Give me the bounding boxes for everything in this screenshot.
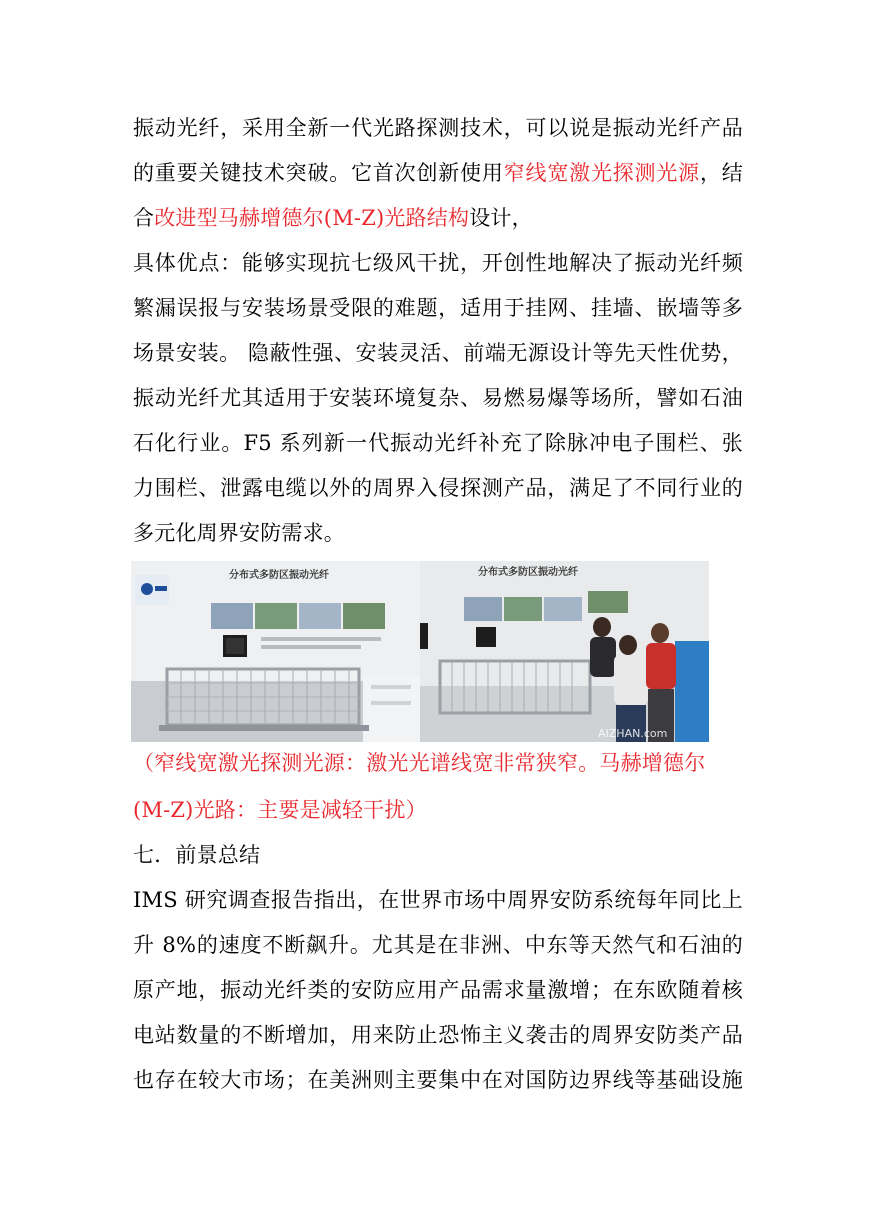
paragraph-line: 原产地，振动光纤类的安防应用产品需求量激增；在东欧随着核 xyxy=(133,978,743,1002)
paragraph-line xyxy=(133,204,743,232)
exhibition-photo-left xyxy=(131,561,420,742)
sign-text: 分布式多防区振动光纤 xyxy=(478,567,578,578)
paragraph-line: 也存在较大市场；在美洲则主要集中在对国防边界线等基础设施 xyxy=(133,1068,743,1092)
paragraph-line: IMS 研究调查报告指出，在世界市场中周界安防系统每年同比上 xyxy=(133,888,743,912)
paragraph-line: 繁漏误报与安装场景受限的难题，适用于挂网、挂墙、嵌墙等多 xyxy=(133,296,743,320)
highlight-narrow-linewidth-laser: 窄线宽激光探测光源 xyxy=(503,161,700,185)
text-span: 的重要关键技术突破。它首次创新使用 xyxy=(133,161,504,185)
paragraph-line: 振动光纤，采用全新一代光路探测技术，可以说是振动光纤产品 xyxy=(133,116,743,140)
sign-text: 分布式多防区振动光纤 xyxy=(229,570,329,581)
section-heading: 七．前景总结 xyxy=(133,843,261,867)
exhibition-photos xyxy=(131,561,709,742)
text-span: ，结 xyxy=(699,161,743,185)
paragraph-line: 升 8%的速度不断飙升。尤其是在非洲、中东等天然气和石油的 xyxy=(133,933,743,957)
photo-caption: (M-Z)光路：主要是减轻干扰） xyxy=(133,798,427,822)
paragraph-line: 具体优点：能够实现抗七级风干扰，开创性地解决了振动光纤频 xyxy=(133,251,743,275)
paragraph-line: 场景安装。 隐蔽性强、安装灵活、前端无源设计等先天性优势， xyxy=(133,341,743,365)
text-span: 设计， xyxy=(469,206,533,230)
paragraph-line xyxy=(133,159,743,187)
highlight-mz-structure: 改进型马赫增德尔(M-Z)光路结构 xyxy=(154,206,470,230)
exhibition-photo-right xyxy=(420,561,709,742)
photo-caption: （窄线宽激光探测光源：激光光谱线宽非常狭窄。马赫增德尔 xyxy=(133,751,706,775)
text-span: 合 xyxy=(133,206,155,230)
paragraph-line: 石化行业。F5 系列新一代振动光纤补充了除脉冲电子围栏、张 xyxy=(133,431,743,455)
watermark: AIZHAN.com xyxy=(598,727,668,740)
paragraph-line: 电站数量的不断增加，用来防止恐怖主义袭击的周界安防类产品 xyxy=(133,1023,743,1047)
paragraph-line: 多元化周界安防需求。 xyxy=(133,521,345,545)
paragraph-line: 力围栏、泄露电缆以外的周界入侵探测产品，满足了不同行业的 xyxy=(133,476,743,500)
paragraph-line: 振动光纤尤其适用于安装环境复杂、易燃易爆等场所，譬如石油 xyxy=(133,386,743,410)
